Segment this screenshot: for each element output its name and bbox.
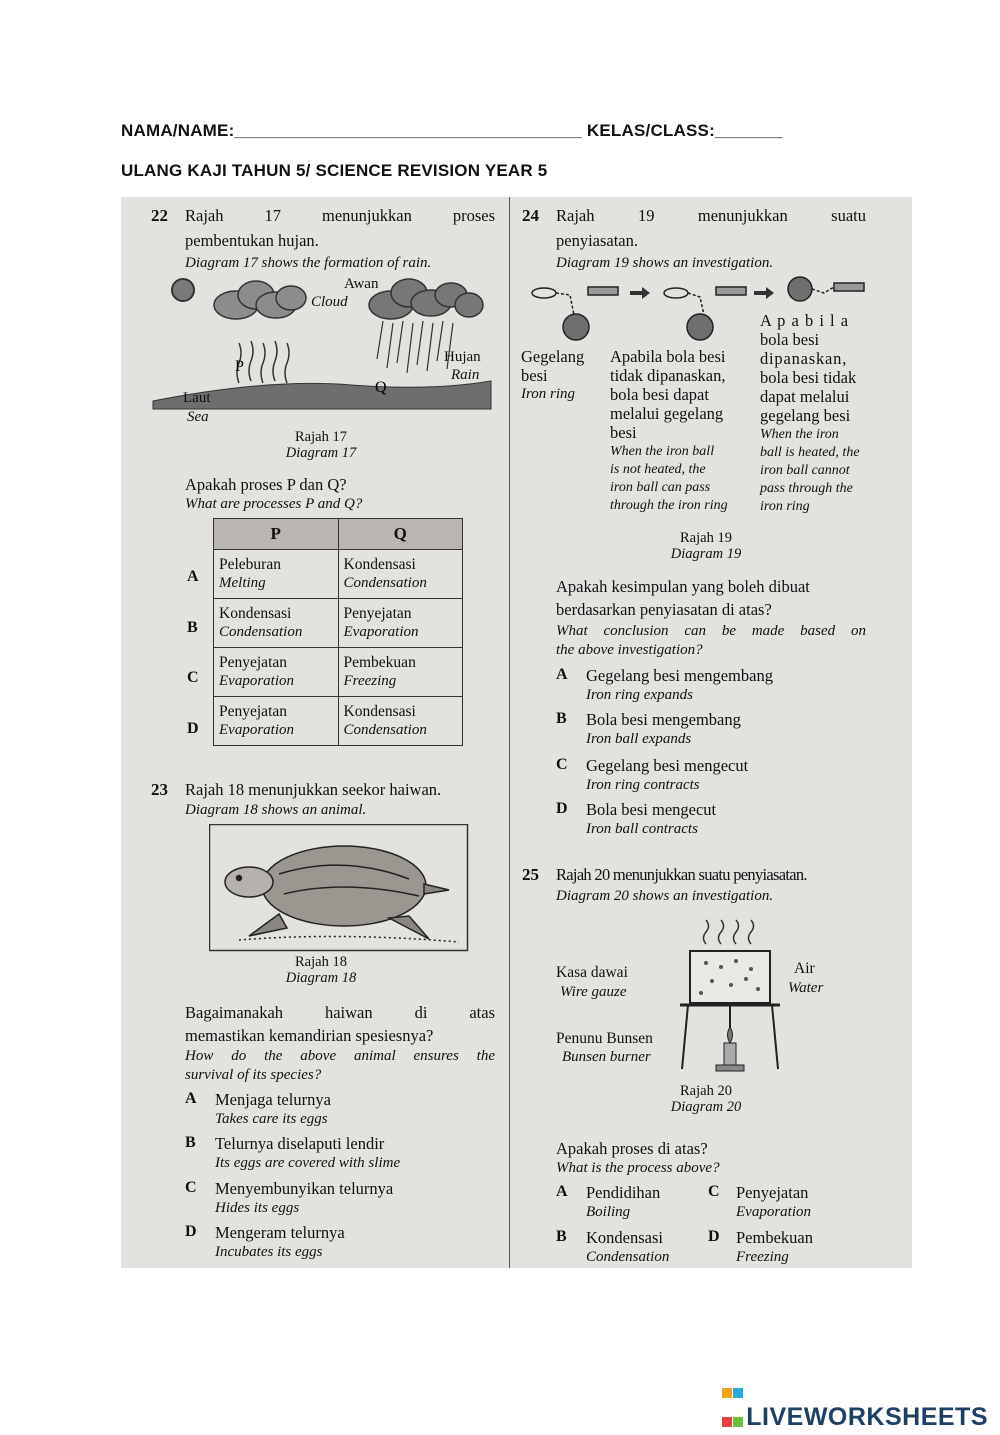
q25-stem-en: Diagram 20 shows an investigation. (556, 888, 774, 904)
q22-stem-ms-1: Rajah 17 menunjukkan proses (185, 206, 495, 225)
q22-option-b-letter[interactable]: B (187, 619, 198, 636)
mid-text-en-4: through the iron ring (610, 498, 728, 513)
q24-question-en-1: What conclusion can be made based on (556, 623, 866, 639)
column-divider (509, 197, 510, 1268)
right-text-ms-4: bola besi tidak (760, 368, 857, 387)
q23-stem-en: Diagram 18 shows an animal. (185, 802, 367, 818)
table-row[interactable]: Penyejatan Evaporation Kondensasi Condensation (214, 697, 463, 746)
diagram17-caption: Rajah 17 Diagram 17 (285, 429, 357, 461)
sun-icon (172, 279, 194, 301)
q24-stem-en: Diagram 19 shows an investigation. (556, 255, 774, 271)
label-laut: Laut (183, 390, 211, 406)
flame-icon (728, 1027, 733, 1043)
label-besi: besi (521, 366, 548, 385)
q25-question-en: What is the process above? (556, 1160, 720, 1176)
q24-stem-ms-1: Rajah 19 menunjukkan suatu (556, 206, 866, 225)
label-hujan: Hujan (444, 349, 481, 365)
ring-ball-set-3 (788, 277, 864, 301)
right-text-ms-5: dapat melalui (760, 387, 850, 406)
tripod-leg (772, 1005, 778, 1069)
label-rain: Rain (451, 367, 480, 383)
q24-number: 24 (522, 206, 539, 225)
q22-answer-table (213, 518, 463, 746)
q23-question-en-2: survival of its species? (185, 1067, 322, 1083)
q24-question-ms-1: Apakah kesimpulan yang boleh dibuat (556, 577, 810, 596)
label-bunsen-burner: Bunsen burner (562, 1049, 651, 1065)
label-penunu-bunsen: Penunu Bunsen (556, 1030, 653, 1047)
diagram19-caption: Rajah 19 Diagram 19 (670, 530, 742, 562)
label-cloud: Cloud (311, 294, 348, 310)
q23-question-ms-2: memastikan kemandirian spesiesnya? (185, 1026, 434, 1045)
mid-text-ms-1: Apabila bola besi (610, 347, 726, 366)
label-sea: Sea (187, 409, 209, 425)
right-text-en-4: pass through the (760, 481, 853, 496)
label-q: Q (375, 379, 387, 396)
q25-question-ms: Apakah proses di atas? (556, 1139, 708, 1158)
table-row[interactable]: Penyejatan Evaporation Pembekuan Freezing (214, 648, 463, 697)
label-awan: Awan (344, 276, 379, 292)
right-text-en-1: When the iron (760, 427, 839, 442)
mid-text-ms-5: besi (610, 423, 637, 442)
q23-number: 23 (151, 780, 168, 799)
cloud-left-icon (214, 281, 306, 319)
q24-question-en-2: the above investigation? (556, 642, 703, 658)
table-row[interactable]: Peleburan Melting Kondensasi Condensation (214, 550, 463, 599)
ring-ball-set-2 (664, 287, 746, 340)
q24-question-ms-2: berdasarkan penyiasatan di atas? (556, 600, 772, 619)
tripod-leg (682, 1005, 688, 1069)
bunsen-burner-icon (724, 1043, 736, 1065)
mid-text-en-2: is not heated, the (610, 462, 706, 477)
q25-stem-ms: Rajah 20 menunjukkan suatu penyiasatan. (556, 865, 807, 884)
mid-text-ms-3: bola besi dapat (610, 385, 709, 404)
mid-text-en-1: When the iron ball (610, 444, 715, 459)
beaker-icon (690, 951, 770, 1003)
q24-stem-ms-2: penyiasatan. (556, 231, 639, 250)
label-wire-gauze: Wire gauze (560, 984, 627, 1000)
turtle-diagram (209, 824, 469, 952)
right-text-en-3: iron ball cannot (760, 463, 850, 478)
q22-stem-en: Diagram 17 shows the formation of rain. (185, 255, 432, 271)
arrow-icon (630, 287, 650, 299)
label-gegelang: Gegelang (521, 347, 585, 366)
q22-question-ms: Apakah proses P dan Q? (185, 475, 347, 494)
q23-question-ms-1: Bagaimanakah haiwan di atas (185, 1003, 495, 1022)
mid-text-ms-4: melalui gegelang (610, 404, 724, 423)
right-text-en-5: iron ring (760, 499, 810, 514)
rain-drops-icon (377, 321, 453, 373)
evaporation-arrows-icon (237, 341, 289, 383)
arrow-icon (754, 287, 774, 299)
cloud-right-icon (369, 279, 483, 319)
right-text-ms-1: A p a b i l a (760, 311, 850, 330)
right-text-ms-3: dipanaskan, (760, 349, 848, 368)
liveworksheets-logo[interactable] (722, 1377, 988, 1432)
table-row[interactable]: Kondensasi Condensation Penyejatan Evaporation (214, 599, 463, 648)
label-water: Water (788, 980, 824, 996)
q23-question-en-1: How do the above animal ensures the (185, 1048, 495, 1064)
liveworksheets-logo-icon (722, 1377, 744, 1399)
diagram18-caption: Rajah 18 Diagram 18 (285, 954, 357, 986)
q22-option-c-letter[interactable]: C (187, 669, 199, 686)
q25-number: 25 (522, 865, 539, 884)
col-header-p: P (214, 519, 339, 550)
label-air: Air (794, 960, 815, 977)
mid-text-en-3: iron ball can pass (610, 480, 711, 495)
diagram20-caption: Rajah 20 Diagram 20 (670, 1083, 742, 1115)
worksheet-title: ULANG KAJI TAHUN 5/ SCIENCE REVISION YEAR 5 (121, 161, 548, 180)
q22-stem-ms-2: pembentukan hujan. (185, 231, 319, 250)
boiling-apparatus-diagram (676, 919, 786, 1084)
mid-text-ms-2: tidak dipanaskan, (610, 366, 726, 385)
right-text-en-2: ball is heated, the (760, 445, 860, 460)
scanned-exam-page: 22 Rajah 17 menunjukkan proses pembentukan hujan. Diagram 17 shows the formation of rain. P Q Awan Cloud Hujan Rain Laut Sea Rajah 17 Diagram 17 Apakah proses P dan Q? What are processes P and Q? A B C D P Q Peleburan Melting Kondensasi Condensation Kondensasi Condensation Penyejatan Evaporation Penyejatan Evaporation Pembekuan Freezing Penyejatan Evaporation Kondensasi Condensation 23 Rajah 18 menunjukkan seekor haiwan. Diagram 18 shows an animal. Rajah 18 Diagram 18 Bagaimanakah haiwan di atas memastikan kemandirian spesiesnya? How do the above animal ensures the survival of its species? A Menjaga telurnya Takes care its eggs B Telurnya diselaputi lendir Its eggs are covered with slime C Menyembunyikan telurnya Hides its eggs D Mengeram telurnya Incubates its eggs 24 Rajah 19 menunjukkan suatu penyiasatan. Diagram 19 shows an investigation. Gegelang besi Iron ring Apabila bola besi tidak dipanaskan, bola besi dapat melalui gegelang besi When the iron ball is not heated, the iron ball can pass through the iron ring A p a b i l a bola besi dipanaskan, bola besi tidak dapat melalui gegelang besi When the iron ball is heated, the iron ball cannot pass through the iron ring Rajah 19 Diagram 19 Apakah kesimpulan yang boleh dibuat berdasarkan penyiasatan di atas? What conclusion can be made based on the above investigation? A Gegelang besi mengembang Iron ring expands B Bola besi mengembang Iron ball expands C Gegelang besi mengecut Iron ring contracts D Bola besi mengecut Iron ball contracts 25 Rajah 20 menunjukkan suatu penyiasatan. Diagram 20 shows an investigation. Kasa dawai Wire gauze Air Water Penunu Bunsen Bunsen burner Rajah 20 Diagram 20 Apakah proses di atas? What is the process above? A Pendidihan Boiling C Penyejatan Evaporation B Kondensasi Condensation D Pembekuan Freezing (121, 197, 912, 1268)
turtle-icon (225, 846, 459, 942)
label-iron-ring: Iron ring (521, 386, 576, 402)
q22-option-d-letter[interactable]: D (187, 720, 199, 737)
ring-ball-set-1 (532, 287, 618, 340)
label-p: P (235, 358, 244, 375)
liveworksheets-brand: LIVEWORKSHEETS (746, 1403, 988, 1431)
right-text-ms-2: bola besi (760, 330, 820, 349)
col-header-q: Q (338, 519, 463, 550)
q22-option-a-letter[interactable]: A (187, 568, 199, 585)
q22-number: 22 (151, 206, 168, 225)
right-text-ms-6: gegelang besi (760, 406, 851, 425)
q23-stem-ms: Rajah 18 menunjukkan seekor haiwan. (185, 780, 442, 799)
label-kasa-dawai: Kasa dawai (556, 964, 628, 981)
q22-question-en: What are processes P and Q? (185, 496, 363, 512)
name-class-line: NAMA/NAME:____________________________________ KELAS/CLASS:_______ (121, 121, 783, 140)
steam-icon (704, 920, 754, 944)
